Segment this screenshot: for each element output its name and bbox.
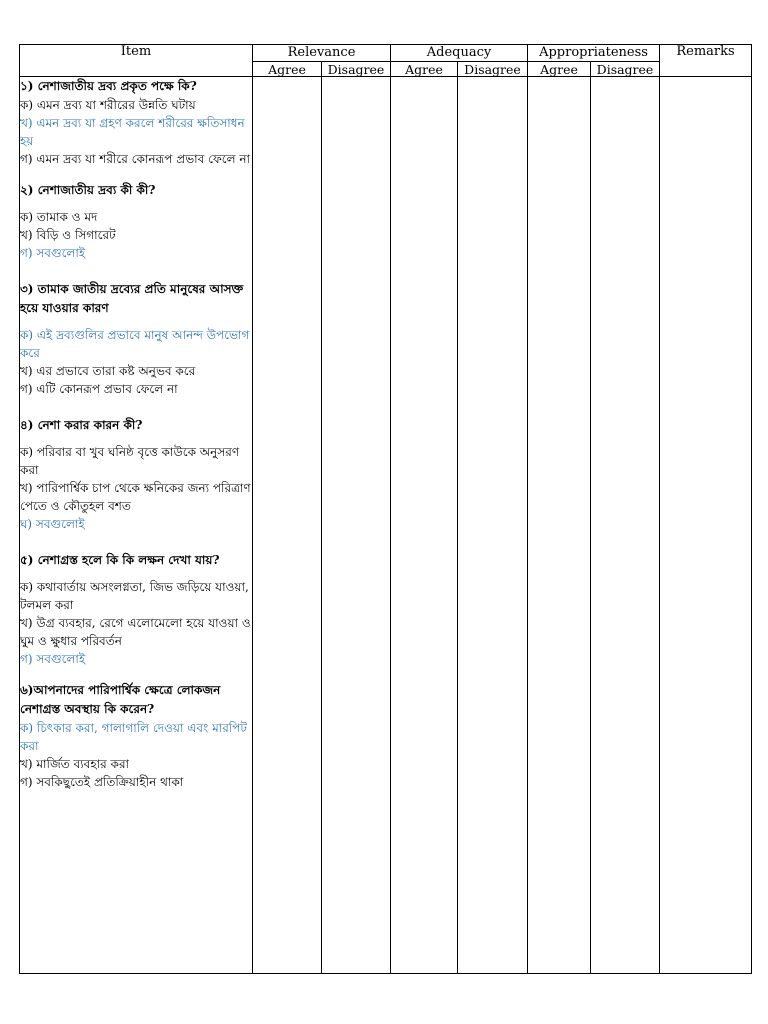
option-text: খ) উগ্র ব্যবহার, রেগে এলোমেলো হয়ে যাওয়া ও ঘুম ও ক্ষুধার পরিবর্তন bbox=[20, 616, 251, 648]
question-text: ১) নেশাজাতীয় দ্রব্য প্রকৃত পক্ষে কি? bbox=[20, 79, 197, 93]
question-block bbox=[20, 681, 252, 791]
option-text: ক) পরিবার বা খুব ঘনিষ্ঠ বৃত্তে কাউকে অনুসরণ করা bbox=[20, 445, 240, 477]
option-text: ক) তামাক ও মদ bbox=[20, 210, 98, 224]
answer-option-text: ঘ) সবগুলোই bbox=[20, 517, 85, 531]
relevance-disagree-cell bbox=[322, 77, 391, 974]
option-text: খ) মার্জিত ব্যবহার করা bbox=[20, 757, 130, 771]
question-block bbox=[20, 551, 252, 668]
option-text: ক) এমন দ্রব্য যা শরীরের উন্নতি ঘটায় bbox=[20, 98, 196, 112]
item-cell bbox=[20, 77, 253, 974]
adequacy-agree-cell bbox=[391, 77, 458, 974]
header-item: Item bbox=[20, 45, 253, 77]
body-row bbox=[20, 77, 752, 974]
relevance-agree-cell bbox=[253, 77, 322, 974]
option-text: খ) বিড়ি ও সিগারেট bbox=[20, 228, 116, 242]
answer-option-text: ক) চিৎকার করা, গালাগালি দেওয়া এবং মারপিট করা bbox=[20, 721, 247, 753]
question-text: ৪) নেশা করার কারন কী? bbox=[20, 418, 143, 432]
question-block bbox=[20, 280, 252, 398]
question-block bbox=[20, 416, 252, 533]
remarks-cell bbox=[660, 77, 752, 974]
option-text: গ) এটি কোনরূপ প্রভাব ফেলে না bbox=[20, 382, 178, 396]
adequacy-disagree-cell bbox=[458, 77, 528, 974]
header-adequacy: Adequacy bbox=[391, 45, 528, 62]
header-relevance: Relevance bbox=[253, 45, 391, 62]
header-adequacy-disagree: Disagree bbox=[458, 62, 528, 77]
question-block bbox=[20, 77, 252, 168]
header-adequacy-agree: Agree bbox=[391, 62, 458, 77]
header-remarks: Remarks bbox=[660, 45, 752, 77]
answer-option-text: ক) এই দ্রব্যগুলির প্রভাবে মানুষ আনন্দ উপভোগ করে bbox=[20, 328, 250, 360]
header-appropriateness: Appropriateness bbox=[528, 45, 660, 62]
question-text: ৬)আপনাদের পারিপার্শ্বিক ক্ষেত্রে লোকজন নেশাগ্রস্ত অবস্থায় কি করেন? bbox=[20, 683, 221, 716]
header-relevance-agree: Agree bbox=[253, 62, 322, 77]
option-text: খ) পারিপার্শ্বিক চাপ থেকে ক্ষনিকের জন্য পরিত্রাণ পেতে ও কৌতুহল বশত bbox=[20, 481, 251, 513]
question-text: ২) নেশাজাতীয় দ্রব্য কী কী? bbox=[20, 183, 156, 197]
header-appropriateness-disagree: Disagree bbox=[591, 62, 660, 77]
header-appropriateness-agree: Agree bbox=[528, 62, 591, 77]
question-block bbox=[20, 181, 252, 262]
answer-option-text: খ) এমন দ্রব্য যা গ্রহণ করলে শরীরের ক্ষতিসাধন হয় bbox=[20, 116, 245, 148]
header-relevance-disagree: Disagree bbox=[322, 62, 391, 77]
option-text: খ) এর প্রভাবে তারা কষ্ট অনুভব করে bbox=[20, 364, 196, 378]
answer-option-text: গ) সবগুলোই bbox=[20, 246, 86, 260]
appropriateness-disagree-cell bbox=[591, 77, 660, 974]
appropriateness-agree-cell bbox=[528, 77, 591, 974]
option-text: গ) এমন দ্রব্য যা শরীরে কোনরূপ প্রভাব ফেলে না bbox=[20, 152, 250, 166]
answer-option-text: গ) সবগুলোই bbox=[20, 652, 86, 666]
header-row-top bbox=[20, 45, 752, 62]
question-text: ৫) নেশাগ্রস্ত হলে কি কি লক্ষন দেখা যায়? bbox=[20, 553, 220, 567]
question-text: ৩) তামাক জাতীয় দ্রব্যের প্রতি মানুষের আসক্ত হয়ে যাওয়ার কারণ bbox=[20, 282, 244, 315]
option-text: ক) কথাবার্তায় অসংলগ্নতা, জিভ জড়িয়ে যাওয়া, টলমল করা bbox=[20, 580, 249, 612]
option-text: গ) সবকিছুতেই প্রতিক্রিয়াহীন থাকা bbox=[20, 775, 184, 789]
evaluation-table bbox=[19, 44, 752, 974]
